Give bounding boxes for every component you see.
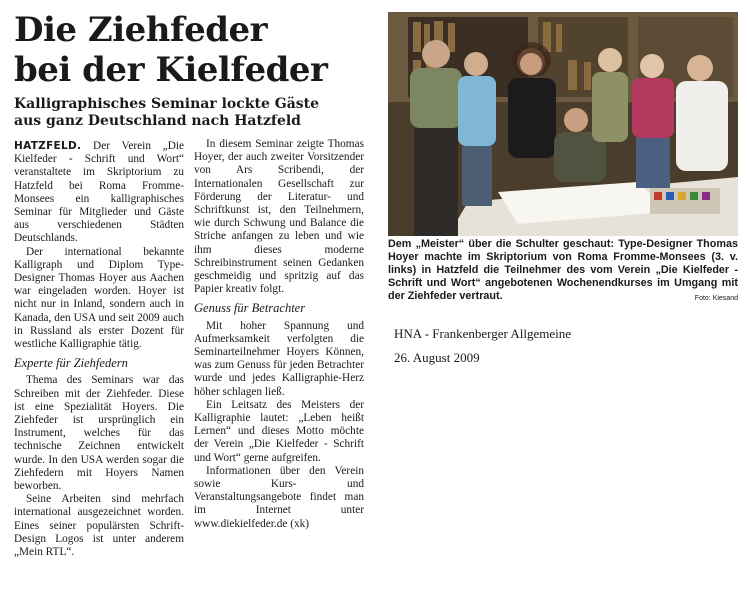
photo-credit: Foto: Kiesand	[694, 295, 738, 302]
subheadline-line-1: Kalligraphisches Seminar lockte Gäste	[14, 96, 320, 112]
section-heading: Genuss für Betrachter	[194, 301, 306, 316]
photo-illustration	[388, 12, 738, 236]
section-heading: Experte für Ziehfedern	[14, 356, 128, 371]
article-paragraph: Seine Arbeiten sind mehrfach international ausgezeichnet worden. Eines seiner populärsten Schrift-Design Logos ist unter anderem „Mein RTL“.	[14, 493, 184, 559]
publication-date: 26. August 2009	[394, 350, 480, 365]
article-column-2	[194, 138, 364, 531]
article-paragraph: In diesem Seminar zeigte Thomas Hoyer, der auch zweiter Vorsitzender von Ars Scribendi, der Internationalen Gesellschaft zur Förderung der Literatur- und Schriftkunst ist, den Teilnehmern, wie durch Schwung und Balance die Striche anfangen zu leben und wie ihm dieses moderne Schreibinstrument seinen Gedanken geschmeidig und spritzig auf das Papier kreativ folgt.	[194, 138, 364, 296]
article-paragraph: Mit hoher Spannung und Aufmerksamkeit verfolgten die Seminarteilnehmer Hoyers Können, was zum Genuss für jeden Betrachter wurde und jedes Kalligraphie-Herz höher schlagen ließ.	[194, 319, 364, 398]
dateline: HATZFELD.	[14, 140, 82, 152]
article-paragraph: Ein Leitsatz des Meisters der Kalligraphie lautet: „Leben heißt Lernen“ und dieses Motto möchte der Verein „Die Kielfeder - Schrift und Wort“ gerne aufgreifen.	[194, 398, 364, 464]
article-paragraph: Der international bekannte Kalligraph und Diplom Type-Designer Thomas Hoyer aus Aachen war eingeladen worden. Hoyer ist nicht nur in Inland, sondern auch in Kanada, den USA und seit 2009 auch in Russland als erster Dozent für westliche Kalligraphie tätig.	[14, 245, 184, 351]
headline-line-2: bei der Kielfeder	[14, 50, 328, 90]
headline	[14, 10, 374, 90]
photo-caption-text: Dem „Meister“ über die Schulter geschaut: Type-Designer Thomas Hoyer machte im Skriptorium von Roma Fromme-Monsees (3. v. links) in Hatzfeld die Teilnehmer des vom Verein „Die Kielfeder - Schrift und Wort“ angebotenen Wochenendkurses im Umgang mit der Ziehfeder vertraut.	[388, 238, 738, 302]
subheadline	[14, 96, 374, 130]
article-paragraph: Thema des Seminars war das Schreiben mit der Ziehfeder. Diese ist eine Spezialität Hoyers. Die Ziehfeder ist ursprünglich ein Instrument, welches für das technische Zeichnen entwickelt wurde. In den USA werden sogar die Ziehfedern mit Hoyers Namen beworben.	[14, 374, 184, 493]
subheadline-line-2: aus ganz Deutschland nach Hatzfeld	[14, 113, 301, 129]
article-paragraph: Informationen über den Verein sowie Kurs- und Veranstaltungsangebote findet man im Internet unter www.diekielfeder.de (xk)	[194, 464, 364, 530]
headline-line-1: Die Ziehfeder	[14, 10, 268, 50]
photo-caption	[388, 238, 738, 305]
article-paragraph: HATZFELD. Der Verein „Die Kielfeder - Schrift und Wort“ veranstaltete im Skriptorium zu Hatzfeld bei Roma Fromme-Monsees ein kalligraphisches Seminar für Mitglieder und Gäste aus verschiedenen Städten Deutschlands.	[14, 140, 185, 245]
article-photo	[388, 12, 738, 236]
article-column-1	[14, 140, 184, 559]
publication-name: HNA - Frankenberger Allgemeine	[394, 326, 572, 341]
